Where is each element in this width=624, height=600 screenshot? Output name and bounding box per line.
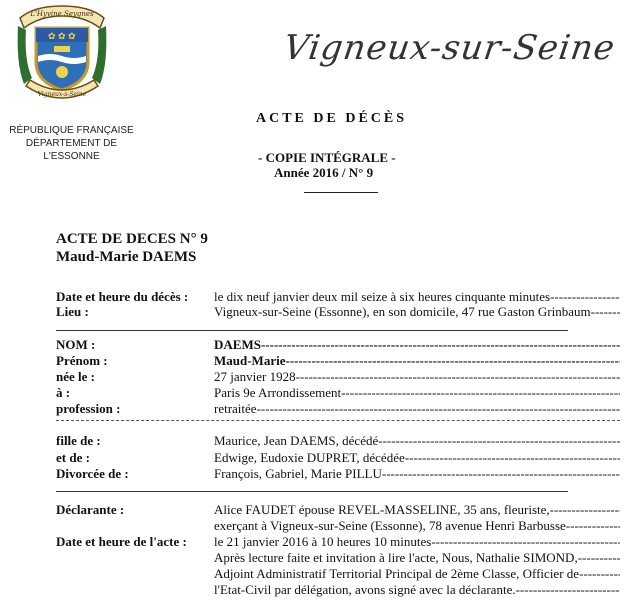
death-date-value: le dix neuf janvier deux mil seize à six heures cinquante minutes ----- [214,289,620,305]
birth-place-label: à : [56,385,71,400]
profession-value: retraitée ----- [214,401,620,417]
city-crest-logo [14,4,110,102]
declarant-line: Alice FAUDET épouse REVEL-MASSELINE, 35 ans, fleuriste, ----- [214,502,620,518]
divorced-value: François, Gabriel, Marie PILLU ----- [214,466,620,482]
act-date-line: Après lecture faite et invitation à lire l'acte, Nous, Nathalie SIMOND, ----- [214,550,620,566]
copy-type: - COPIE INTÉGRALE - [258,150,396,165]
birth-date-label: née le : [56,369,95,384]
year-number: Année 2016 / N° 9 [274,165,374,180]
birth-place-value: Paris 9e Arrondissement ----- [214,385,620,401]
act-date-line: Adjoint Administratif Territorial Principal de 2ème Classe, Officier de ----- [214,566,620,582]
prenom-value: Maud-Marie ----- [214,353,620,369]
nom-label: NOM : [56,337,96,352]
prenom-label: Prénom : [56,353,108,368]
republic-label: RÉPUBLIQUE FRANÇAISE [9,125,134,136]
deceased-name: Maud-Marie DAEMS [56,249,197,265]
department-label: DÉPARTEMENT DE L'ESSONNE [25,138,118,162]
father-label: fille de : [56,433,101,448]
act-date-line: le 21 janvier 2016 à 10 heures 10 minutes ----- [214,534,620,550]
birth-date-value: 27 janvier 1928 ----- [214,369,620,385]
svg-text:L'Hyvine Seygnes: L'Hyvine Seygnes [30,10,94,18]
divider [56,330,568,331]
place-value: Vigneux-sur-Seine (Essonne), en son domicile, 47 rue Gaston Grinbaum- ----- [214,304,620,320]
father-value: Maurice, Jean DAEMS, décédé ----- [214,433,620,449]
svg-text:✿: ✿ [58,31,66,41]
act-title: ACTE DE DECES N° 9 [56,231,208,247]
act-date-line: l'Etat-Civil par délégation, avons signé avec la déclarante. ----- [214,582,620,598]
divider [304,192,378,193]
divider [56,420,620,421]
declarant-line: exerçant à Vigneux-sur-Seine (Essonne), 78 avenue Henri Barbusse ----- [214,518,620,534]
death-date-label: Date et heure du décès : [56,289,189,304]
document-title: ACTE DE DÉCÈS [256,111,408,126]
mother-value: Edwige, Eudoxie DUPRET, décédée ----- [214,450,620,466]
act-date-label: Date et heure de l'acte : [56,534,187,549]
nom-value: DAEMS ----- [214,337,620,353]
issuer-block [0,124,143,163]
svg-text:✿: ✿ [48,31,56,41]
mother-label: et de : [56,450,90,465]
divider [56,491,568,492]
svg-text:✿: ✿ [68,31,76,41]
svg-text:Vigneux-s-Seine: Vigneux-s-Seine [37,91,87,98]
divorced-label: Divorcée de : [56,466,129,481]
place-label: Lieu : [56,304,89,319]
profession-label: profession : [56,401,121,416]
city-name: Vigneux-sur-Seine [281,28,618,68]
declarant-label: Déclarante : [56,502,125,517]
